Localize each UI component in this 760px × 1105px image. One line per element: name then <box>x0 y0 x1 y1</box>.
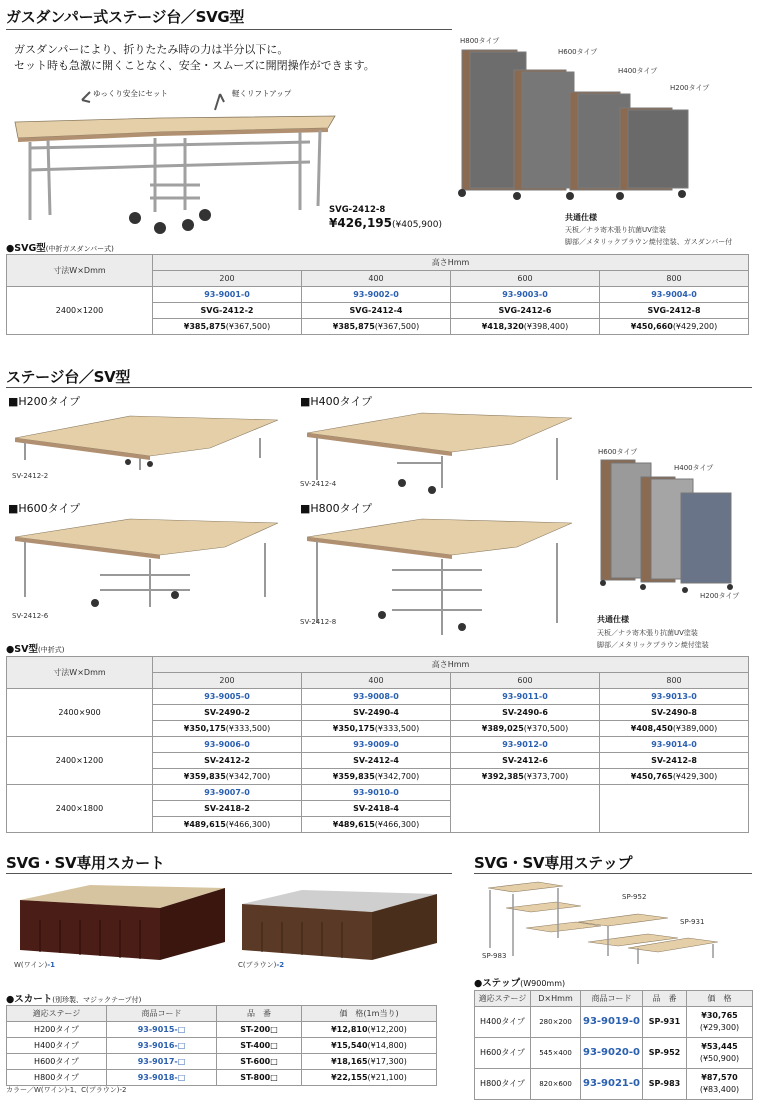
product-code: 93-9018-□ <box>107 1070 217 1086</box>
arrow-up-icon <box>215 94 224 110</box>
dim-cell: 2400×900 <box>7 689 153 737</box>
stage-cell: H600タイプ <box>475 1038 531 1069</box>
model-number: SV-2412-6 <box>451 753 600 769</box>
arrow-label-right: 軽くリフトアップ <box>232 89 292 98</box>
svg-stack-label-h400: H400タイプ <box>618 67 658 75</box>
price-cell: ¥385,875(¥367,500) <box>153 319 302 335</box>
model-number: ST-200□ <box>217 1022 302 1038</box>
product-code: 93-9016-□ <box>107 1038 217 1054</box>
skirt-header-price: 価 格(1m当り) <box>302 1006 437 1022</box>
model-number: SV-2490-4 <box>302 705 451 721</box>
arrow-label-left: ゆっくり安全にセット <box>93 89 168 98</box>
sv-common-spec-line1: 天板／ナラ寄木張り抗菌UV塗装 <box>597 629 698 637</box>
product-code: 93-9010-0 <box>302 785 451 801</box>
step-header-stage: 適応ステージ <box>475 991 531 1007</box>
table-row <box>7 1054 437 1070</box>
price-cell: ¥350,175(¥333,500) <box>302 721 451 737</box>
sv-height-400: 400 <box>302 673 451 689</box>
price-cell: ¥418,320(¥398,400) <box>451 319 600 335</box>
price-cell: ¥18,165(¥17,300) <box>302 1054 437 1070</box>
table-row <box>7 785 749 801</box>
model-number: ST-800□ <box>217 1070 302 1086</box>
skirt-footnote: カラー／W(ワイン)-1、C(ブラウン)-2 <box>6 1086 127 1094</box>
empty-cell <box>600 785 749 833</box>
sv-h400-model: SV-2412-4 <box>300 480 337 488</box>
product-code: 93-9009-0 <box>302 737 451 753</box>
product-code: 93-9004-0 <box>600 287 749 303</box>
price-cell: ¥359,835(¥342,700) <box>302 769 451 785</box>
price-cell: ¥450,660(¥429,200) <box>600 319 749 335</box>
dim-cell: 2400×1200 <box>7 737 153 785</box>
dim-cell: 545×400 <box>531 1038 581 1069</box>
price-cell: ¥22,155(¥21,100) <box>302 1070 437 1086</box>
price-cell: ¥392,385(¥373,700) <box>451 769 600 785</box>
sv-h600-model: SV-2412-6 <box>12 612 49 620</box>
svg-common-spec-line2: 脚部／メタリックブラウン焼付塗装、ガスダンパー付 <box>565 238 733 246</box>
step-header-price: 価 格 <box>687 991 753 1007</box>
price-cell: ¥53,445 (¥50,900) <box>687 1038 753 1069</box>
price-cell: ¥450,765(¥429,300) <box>600 769 749 785</box>
svg-desc-line2: セット時も急激に開くことなく、安全・スムーズに開閉操作ができます。 <box>14 59 375 72</box>
skirt-header-stage: 適応ステージ <box>7 1006 107 1022</box>
sv-height-800: 800 <box>600 673 749 689</box>
stage-cell: H800タイプ <box>475 1069 531 1100</box>
svg-stack-label-h200: H200タイプ <box>670 84 710 92</box>
price-cell: ¥489,615(¥466,300) <box>302 817 451 833</box>
svg-common-spec-title: 共通仕様 <box>565 213 597 222</box>
skirt-brown-photo <box>232 888 442 970</box>
product-code: 93-9013-0 <box>600 689 749 705</box>
model-number: SP-952 <box>643 1038 687 1069</box>
step-header-code: 商品コード <box>581 991 643 1007</box>
sv-price-table <box>6 656 749 833</box>
table-row <box>7 689 749 705</box>
stage-cell: H600タイプ <box>7 1054 107 1070</box>
sv-dim-header: 寸法W×Dmm <box>7 657 153 689</box>
sv-stack-label-h600: H600タイプ <box>598 448 638 456</box>
model-number: ST-600□ <box>217 1054 302 1070</box>
step-label-sp931: SP-931 <box>680 918 705 926</box>
product-code: 93-9005-0 <box>153 689 302 705</box>
model-number: SV-2412-4 <box>302 753 451 769</box>
svg-stacked-photo <box>452 38 752 208</box>
table-row <box>7 1038 437 1054</box>
model-number: SV-2490-2 <box>153 705 302 721</box>
model-number: SV-2490-8 <box>600 705 749 721</box>
price-cell: ¥30,765 (¥29,300) <box>687 1007 753 1038</box>
model-number: SP-931 <box>643 1007 687 1038</box>
dim-cell: 280×200 <box>531 1007 581 1038</box>
table-row <box>7 1070 437 1086</box>
sv-h800-model: SV-2412-8 <box>300 618 337 626</box>
sv-stack-label-h400: H400タイプ <box>674 464 714 472</box>
svg-desc-line1: ガスダンパーにより、折りたたみ時の力は半分以下に。 <box>14 43 289 56</box>
step-label-sp952: SP-952 <box>622 893 647 901</box>
price-cell: ¥15,540(¥14,800) <box>302 1038 437 1054</box>
price-cell: ¥408,450(¥389,000) <box>600 721 749 737</box>
skirt-color-c: C(ブラウン)-2 <box>238 961 285 969</box>
svg-price-table <box>6 254 749 335</box>
product-code: 93-9021-0 <box>581 1069 643 1100</box>
sv-section-title: ステージ台／SV型 <box>6 366 752 388</box>
product-code: 93-9014-0 <box>600 737 749 753</box>
step-section-title: SVG・SV専用ステップ <box>474 852 752 874</box>
product-code: 93-9011-0 <box>451 689 600 705</box>
model-number: SVG-2412-4 <box>302 303 451 319</box>
table-row <box>475 1069 753 1100</box>
sv-h800-photo <box>302 515 577 645</box>
sv-height-200: 200 <box>153 673 302 689</box>
price-cell: ¥87,570 (¥83,400) <box>687 1069 753 1100</box>
product-code: 93-9008-0 <box>302 689 451 705</box>
dim-cell: 2400×1800 <box>7 785 153 833</box>
product-code: 93-9015-□ <box>107 1022 217 1038</box>
product-code: 93-9019-0 <box>581 1007 643 1038</box>
price-cell: ¥350,175(¥333,500) <box>153 721 302 737</box>
product-code: 93-9002-0 <box>302 287 451 303</box>
product-code: 93-9017-□ <box>107 1054 217 1070</box>
model-number: SV-2490-6 <box>451 705 600 721</box>
sv-common-spec-title: 共通仕様 <box>597 615 629 624</box>
skirt-section-title: SVG・SV専用スカート <box>6 852 452 874</box>
svg-stage-photo <box>10 80 340 240</box>
sv-type-label-h800: ■H800タイプ <box>300 502 373 515</box>
skirt-table <box>6 1005 437 1086</box>
step-label-sp983: SP-983 <box>482 952 507 960</box>
skirt-color-w: W(ワイン)-1 <box>14 961 55 969</box>
product-code: 93-9006-0 <box>153 737 302 753</box>
stage-cell: H800タイプ <box>7 1070 107 1086</box>
step-table-heading: ●ステップ(W900mm) <box>474 978 566 989</box>
price-cell: ¥385,875(¥367,500) <box>302 319 451 335</box>
price-cell: ¥12,810(¥12,200) <box>302 1022 437 1038</box>
dim-cell: 2400×1200 <box>7 287 153 335</box>
product-code: 93-9012-0 <box>451 737 600 753</box>
sv-height-600: 600 <box>451 673 600 689</box>
model-number: SVG-2412-8 <box>600 303 749 319</box>
sv-height-header: 高さHmm <box>153 657 749 673</box>
skirt-header-code: 商品コード <box>107 1006 217 1022</box>
sv-type-label-h600: ■H600タイプ <box>8 502 81 515</box>
skirt-wine-photo <box>10 880 230 970</box>
stage-cell: H200タイプ <box>7 1022 107 1038</box>
table-row <box>7 737 749 753</box>
price-cell: ¥389,025(¥370,500) <box>451 721 600 737</box>
svg-dim-header: 寸法W×Dmm <box>7 255 153 287</box>
model-number: ST-400□ <box>217 1038 302 1054</box>
step-header-dim: D×Hmm <box>531 991 581 1007</box>
sv-type-label-h400: ■H400タイプ <box>300 395 373 408</box>
price-cell: ¥489,615(¥466,300) <box>153 817 302 833</box>
stage-cell: H400タイプ <box>475 1007 531 1038</box>
model-number: SV-2418-2 <box>153 801 302 817</box>
sv-common-spec-line2: 脚部／メタリックブラウン焼付塗装 <box>597 641 709 649</box>
product-code: 93-9003-0 <box>451 287 600 303</box>
model-number: SVG-2412-6 <box>451 303 600 319</box>
svg-photo-model: SVG-2412-8 <box>329 205 386 215</box>
model-number: SV-2418-4 <box>302 801 451 817</box>
table-row <box>475 1007 753 1038</box>
svg-common-spec-line1: 天板／ナラ寄木張り抗菌UV塗装 <box>565 226 666 234</box>
sv-stack-label-h200: H200タイプ <box>700 592 740 600</box>
sv-h200-model: SV-2412-2 <box>12 472 49 480</box>
price-cell: ¥359,835(¥342,700) <box>153 769 302 785</box>
product-code: 93-9007-0 <box>153 785 302 801</box>
table-row <box>475 1038 753 1069</box>
sv-h400-photo <box>302 408 577 498</box>
step-table <box>474 990 753 1100</box>
dim-cell: 820×600 <box>531 1069 581 1100</box>
model-number: SV-2412-8 <box>600 753 749 769</box>
empty-cell <box>451 785 600 833</box>
sv-h200-photo <box>10 408 280 478</box>
step-photo <box>478 878 750 968</box>
svg-photo-price: ¥426,195(¥405,900) <box>329 216 442 230</box>
svg-stack-label-h600: H600タイプ <box>558 48 598 56</box>
sv-type-label-h200: ■H200タイプ <box>8 395 81 408</box>
sv-table-heading: ●SV型(中折式) <box>6 644 65 655</box>
model-number: SV-2412-2 <box>153 753 302 769</box>
sv-h600-photo <box>10 515 280 615</box>
skirt-header-model: 品 番 <box>217 1006 302 1022</box>
skirt-table-heading: ●スカート(別珍製、マジックテープ付) <box>6 994 142 1005</box>
product-code: 93-9020-0 <box>581 1038 643 1069</box>
product-code: 93-9001-0 <box>153 287 302 303</box>
svg-height-header: 高さHmm <box>153 255 749 271</box>
model-number: SP-983 <box>643 1069 687 1100</box>
model-number: SVG-2412-2 <box>153 303 302 319</box>
table-row <box>7 287 749 303</box>
arrow-down-icon <box>82 92 90 102</box>
sv-stacked-photo <box>595 455 745 605</box>
svg-stack-label-h800: H800タイプ <box>460 37 500 45</box>
step-header-model: 品 番 <box>643 991 687 1007</box>
table-row <box>7 1022 437 1038</box>
svg-table-heading: ●SVG型(中折ガスダンパー式) <box>6 243 114 254</box>
stage-cell: H400タイプ <box>7 1038 107 1054</box>
svg-section-title: ガスダンパー式ステージ台／SVG型 <box>6 6 452 30</box>
